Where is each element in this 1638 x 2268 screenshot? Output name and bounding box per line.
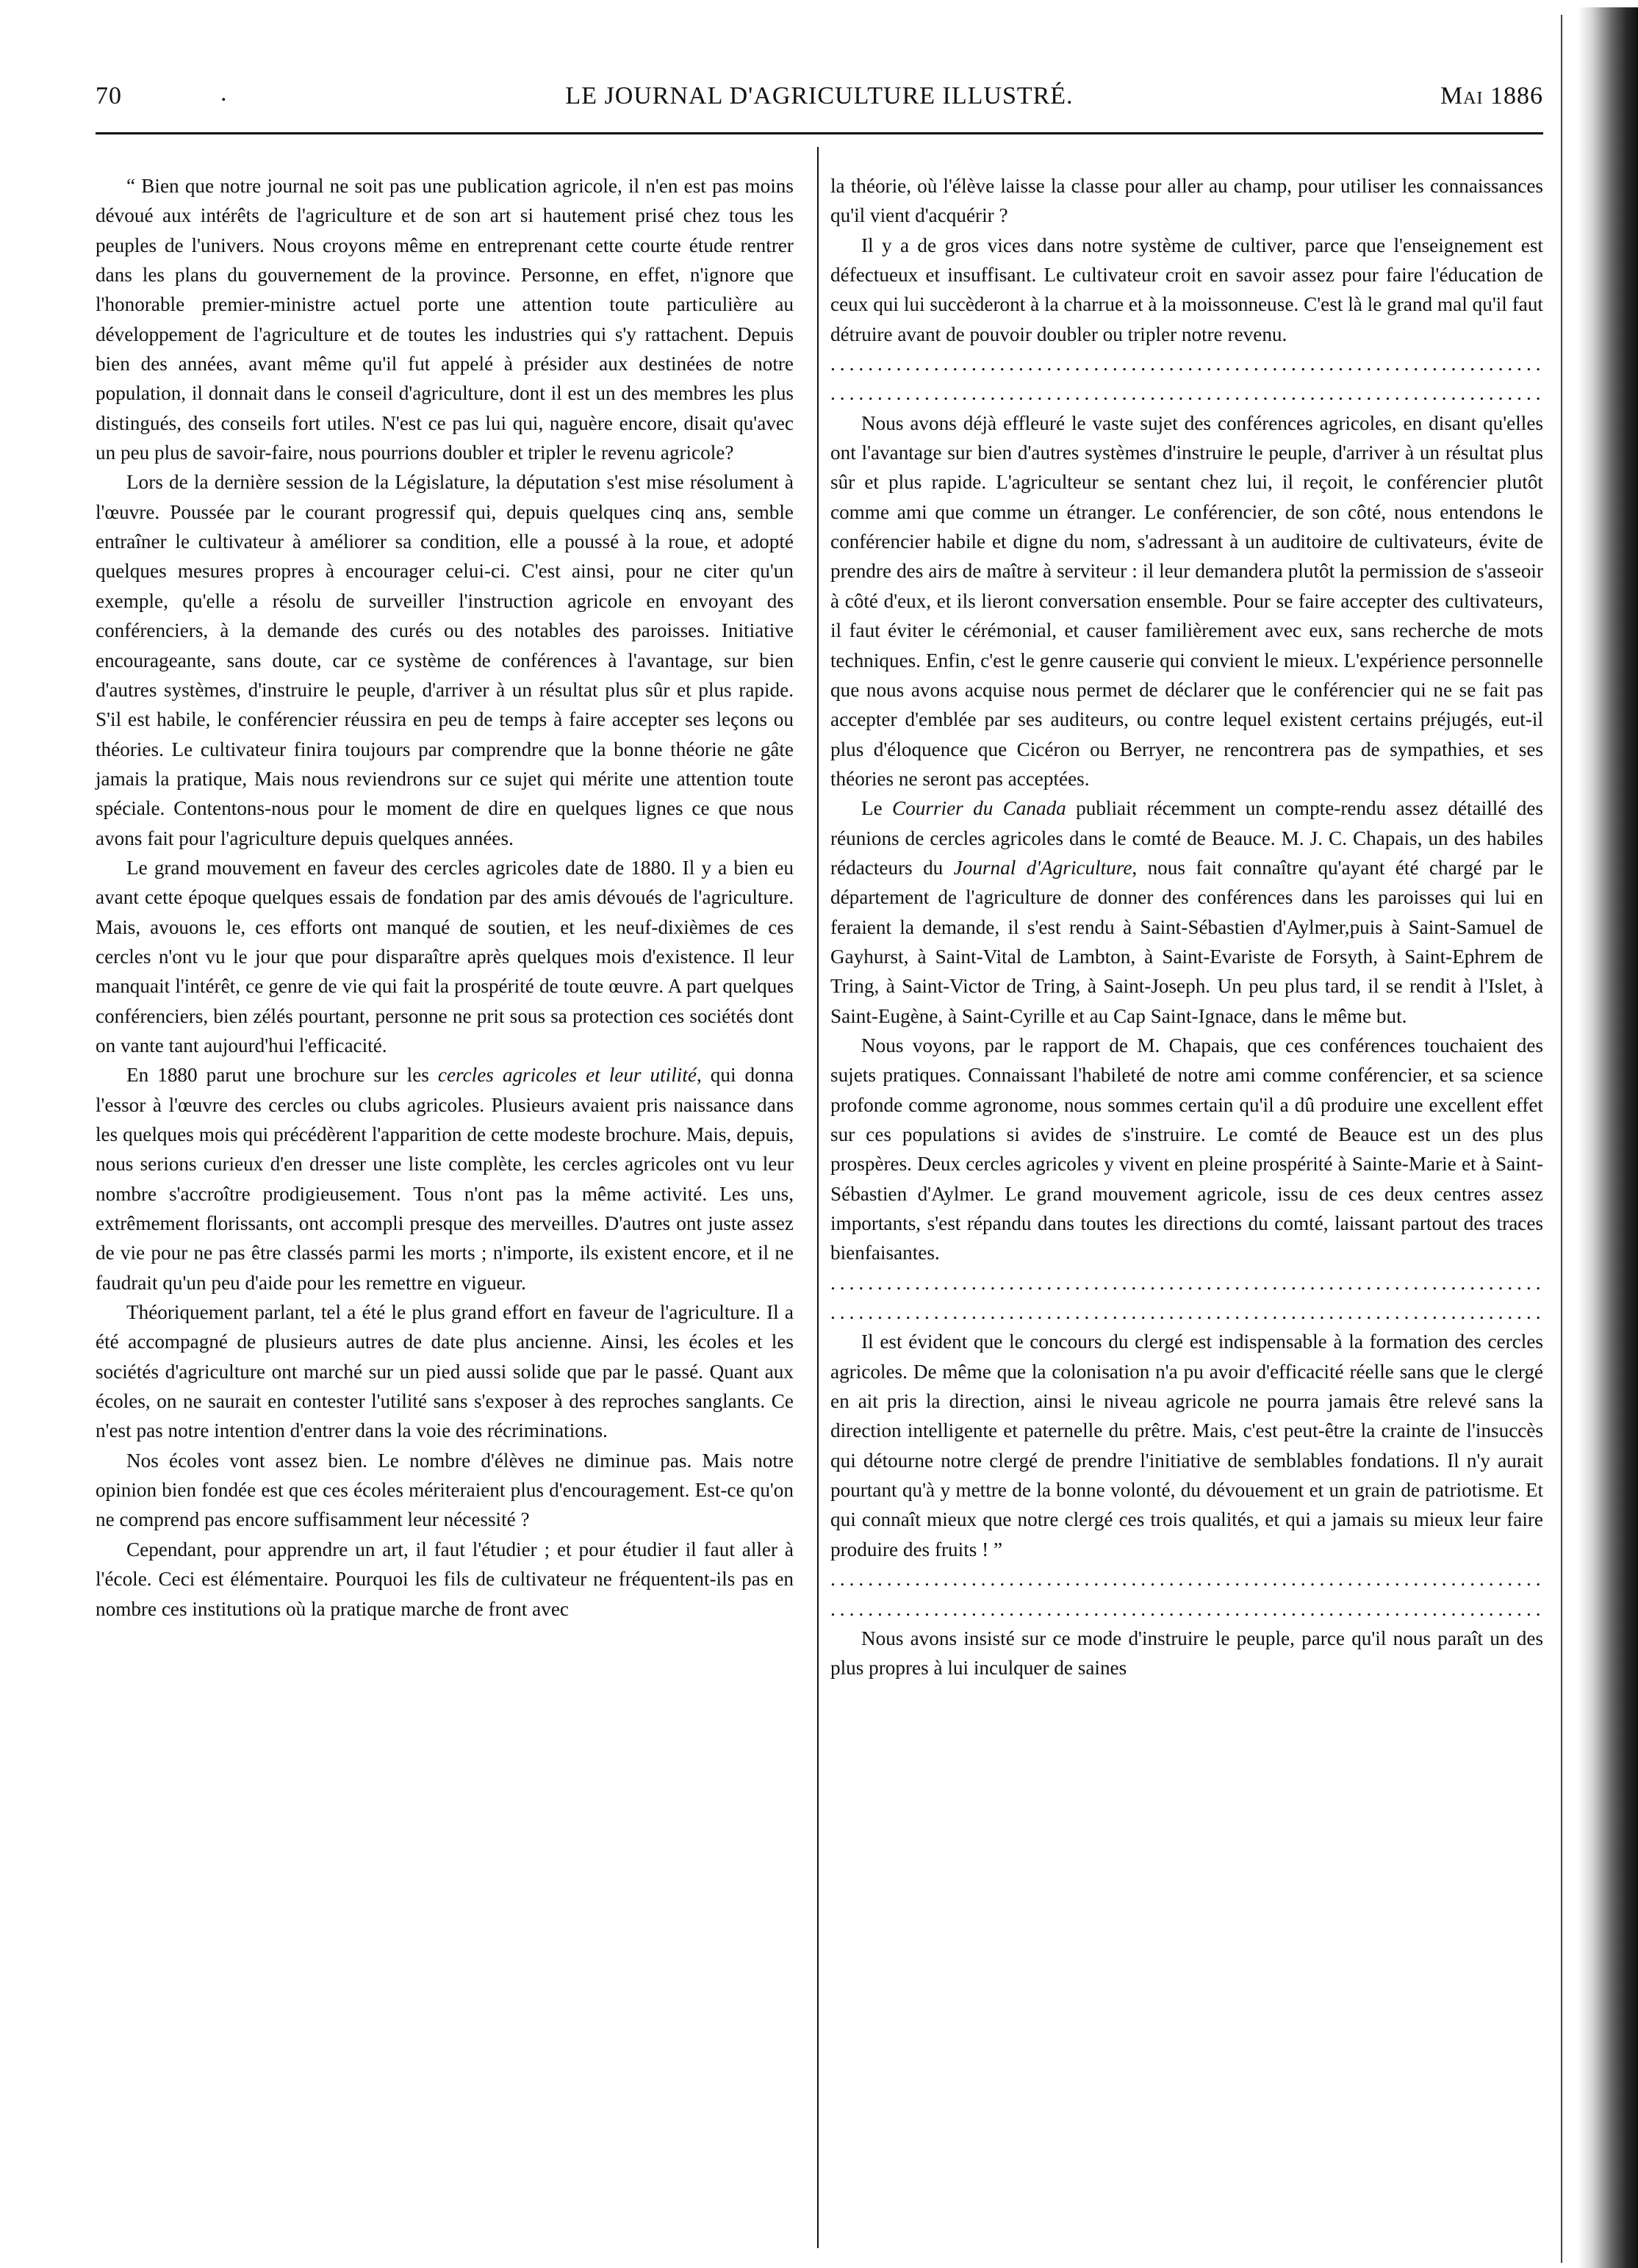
left-paragraph-6: Nos écoles vont assez bien. Le nombre d'élèves ne diminue pas. Mais notre opinion bien fondée est que ces écoles mériteraient plus d'encouragement. Est-ce qu'on ne comprend pas encore suffisamment leur nécessité ? [96,1449,794,1531]
header-rule [96,132,1543,134]
brochure-title: cercles agricoles et leur utilité [437,1064,697,1087]
ellipsis-rule-6 [830,1594,1543,1624]
right-p4-text-c: , nous fait connaître qu'ayant été chargé par le département de l'agriculture de donner des conférences dans les paroisses qui lui en feraient la demande, il s'est rendu à Saint-Sébastien d'Aylmer,puis à Saint-Samuel de Gayhurst, à Saint-Vital de Lambton, à Saint-Evariste de Forsyth, à Saint-Ephrem de Tring, à Saint-Victor de Tring, à Saint-Joseph. Un peu plus tard, il se rendit à l'Islet, à Saint-Eugène, à Saint-Cyrille et au Cap Saint-Ignace, dans le même but. [830,856,1543,1027]
left-paragraph-7: Cependant, pour apprendre un art, il faut l'étudier ; et pour étudier il faut aller à l'école. Ceci est élémentaire. Pourquoi les fils de cultivateur ne fréquentent-ils pas en nombre ces institutions où la pratique marche de front avec [96,1538,794,1620]
ellipsis-rule-5 [830,1564,1543,1594]
journal-title: LE JOURNAL D'AGRICULTURE ILLUSTRÉ. [565,82,1074,109]
issue-date: Mai 1886 [1440,82,1543,109]
scan-edge-shadow [1578,7,1638,2268]
left-column [96,171,794,1624]
left-p4-text-a: En 1880 parut une brochure sur les [126,1064,438,1087]
left-paragraph-1: “ Bien que notre journal ne soit pas une publication agricole, il n'en est pas moins dévoué aux intérêts de l'agriculture et de son art si hautement prisé chez tous les peuples de l'univers. Nous croyons même en entreprenant cette courte étude rentrer dans les plans du gouvernement de la province. Personne, en effet, n'ignore que l'honorable premier-ministre actuel porte une attention toute particulière au développement de l'agriculture et de toutes les industries qui s'y rattachent. Depuis bien des années, avant même qu'il fut appelé à présider aux destinées de notre population, il donnait dans le conseil d'agriculture, dont il est un des membres les plus distingués, des conseils fort utiles. N'est ce pas lui qui, naguère encore, disait qu'avec un peu plus de savoir-faire, nous pourrions doubler et tripler le revenu agricole? [96,175,794,464]
page-header [96,79,1543,112]
column-divider [817,147,819,2248]
right-paragraph-6: Il est évident que le concours du clergé est indispensable à la formation des cercles agricoles. De même que la colonisation n'a pu avoir d'efficacité réelle sans que le clergé en ait pris la direction, ainsi le niveau agricole ne pourra jamais être relevé sans la direction intelligente et paternelle du prêtre. Mais, c'est peut-être la crainte de l'insuccès qui détourne notre clergé de prendre l'initiative de semblables fondations. Il n'y aurait pourtant qu'à y mettre de la bonne volonté, du dévouement et un grain de patriotisme. Et qui connaît mieux que notre clergé ces trois qualités, et qui a jamais su mieux leur faire produire des fruits ! ” [830,1331,1543,1560]
ellipsis-rule-2 [830,378,1543,408]
right-p4-text-a: Le [861,797,893,820]
scan-edge-line [1561,15,1562,2263]
left-paragraph-3: Le grand mouvement en faveur des cercles agricoles date de 1880. Il y a bien eu avant cette époque quelques essais de fondation par des amis dévoués de l'agriculture. Mais, avouons le, ces efforts ont manqué de soutien, et les neuf-dixièmes de ces cercles n'ont vu le jour que pour disparaître après quelques mois d'existence. Il leur manquait l'intérêt, ce genre de vie qui fait la prospérité de toute œuvre. A part quelques conférenciers, bien zélés pourtant, personne ne prit sous sa protection ces sociétés dont on vante tant aujourd'hui l'efficacité. [96,856,794,1056]
journal-name: Journal d'Agriculture [953,856,1132,879]
right-paragraph-1: la théorie, où l'élève laisse la classe pour aller au champ, pour utiliser les connaissances qu'il vient d'acquérir ? [830,175,1543,227]
right-paragraph-3: Nous avons déjà effleuré le vaste sujet des conférences agricoles, en disant qu'elles ont l'avantage sur bien d'autres systèmes d'instruire le peuple, d'arriver à un résultat plus sûr et plus rapide. L'agriculteur se sentant chez lui, il reçoit, le conférencier plutôt comme ami que comme un étranger. Le conférencier, de son côté, nous entendons le conférencier habile et digne du nom, s'adressant à un auditoire de cultivateurs, évite de prendre des airs de maître à serviteur : il leur demandera plutôt la permission de s'asseoir à côté d'eux, et ils lieront conversation ensemble. Pour se faire accepter des cultivateurs, il faut éviter le cérémonial, et causer familièrement avec eux, sans recherche de mots techniques. Enfin, c'est le genre causerie qui convient le mieux. L'expérience personnelle que nous avons acquise nous permet de déclarer que le conférencier qui ne se fait pas accepter d'emblée par ses auditeurs, ou contre lequel existent certains préjugés, eut-il plus d'éloquence que Cicéron ou Berryer, ne rencontrera pas de sympathies, et ses théories ne seront pas acceptées. [830,411,1543,790]
left-paragraph-5: Théoriquement parlant, tel a été le plus grand effort en faveur de l'agriculture. Il a été accompagné de plusieurs autres de date plus ancienne. Ainsi, les écoles et les sociétés d'agriculture ont marché sur un pied aussi solide que par le passé. Quant aux écoles, on ne saurait en contester l'utilité sans s'exposer à des reproches sanglants. Ce n'est pas notre intention d'entrer dans la voie des récriminations. [96,1301,794,1442]
ellipsis-rule-3 [830,1268,1543,1297]
ellipsis-rule-1 [830,349,1543,378]
right-p4-text-b: publiait récemment un compte-rendu assez détaillé des réunions de cercles agricoles dans le comté de Beauce. M. J. C. Chapais, un des habiles rédacteurs du [830,797,1543,879]
right-paragraph-4 [830,793,1543,1031]
page-number: 70 [96,82,122,109]
header-separator: . [220,79,228,107]
left-paragraph-4 [96,1060,794,1297]
right-paragraph-5: Nous voyons, par le rapport de M. Chapais, que ces conférences touchaient des sujets pratiques. Connaissant l'habileté de notre ami comme conférencier, et sa science profonde comme agronome, nous sommes certain qu'il a dû produire une excellent effet sur ces populations si avides de s'instruire. Le comté de Beauce est un des plus prospères. Deux cercles agricoles y vivent en pleine prospérité à Sainte-Marie et à Saint-Sébastien d'Aylmer. Le grand mouvement agricole, issu de ces deux centres assez importants, s'est répandu dans toutes les directions du comté, laissant partout des traces bienfaisantes. [830,1034,1543,1264]
ellipsis-rule-4 [830,1297,1543,1327]
right-column [830,171,1543,1683]
left-p4-text-b: , qui donna l'essor à l'œuvre des cercles ou clubs agricoles. Plusieurs avaient pris naissance dans les quelques mois qui précédèrent l'apparition de cette modeste brochure. Mais, depuis, nous serions curieux d'en dresser une liste complète, les cercles agricoles ont vu leur nombre s'accroître prodigieusement. Tous n'ont pas la même activité. Les uns, extrêmement florissants, ont accompli presque des merveilles. D'autres ont juste assez de vie pour ne pas être classés parmi les morts ; n'importe, ils existent encore, et il ne faudrait qu'un peu d'aide pour les remettre en vigueur. [96,1064,794,1294]
right-paragraph-7: Nous avons insisté sur ce mode d'instruire le peuple, parce qu'il nous paraît un des plus propres à lui inculquer de saines [830,1627,1543,1680]
left-paragraph-2: Lors de la dernière session de la Législature, la députation s'est mise résolument à l'œuvre. Poussée par le courant progressif qui, depuis quelques cinq ans, semble entraîner le cultivateur à améliorer sa condition, elle a poussé à la roue, et adopté quelques mesures propres à encourager celui-ci. C'est ainsi, pour ne citer qu'un exemple, qu'elle a résolu de surveiller l'instruction agricole en envoyant des conférenciers, à la demande des curés ou des notables des paroisses. Initiative encourageante, sans doute, car ce système de conférences à l'avantage, sur bien d'autres systèmes, d'instruire le peuple, d'arriver à un résultat plus sûr et plus rapide. S'il est habile, le conférencier réussira en peu de temps à faire accepter ses leçons ou théories. Le cultivateur finira toujours par comprendre que la bonne théorie ne gâte jamais la pratique, Mais nous reviendrons sur ce sujet qui mérite une attention toute spéciale. Contentons-nous pour le moment de dire en quelques lignes ce que nous avons fait pour l'agriculture depuis quelques années. [96,471,794,849]
newspaper-title: Courrier du Canada [892,797,1066,820]
right-paragraph-2: Il y a de gros vices dans notre système de cultiver, parce que l'enseignement est défectueux et insuffisant. Le cultivateur croit en savoir assez pour faire l'éducation de ceux qui lui succèderont à la charrue et à la moissonneuse. C'est là le grand mal qu'il faut détruire avant de pouvoir doubler ou tripler notre revenu. [830,234,1543,345]
